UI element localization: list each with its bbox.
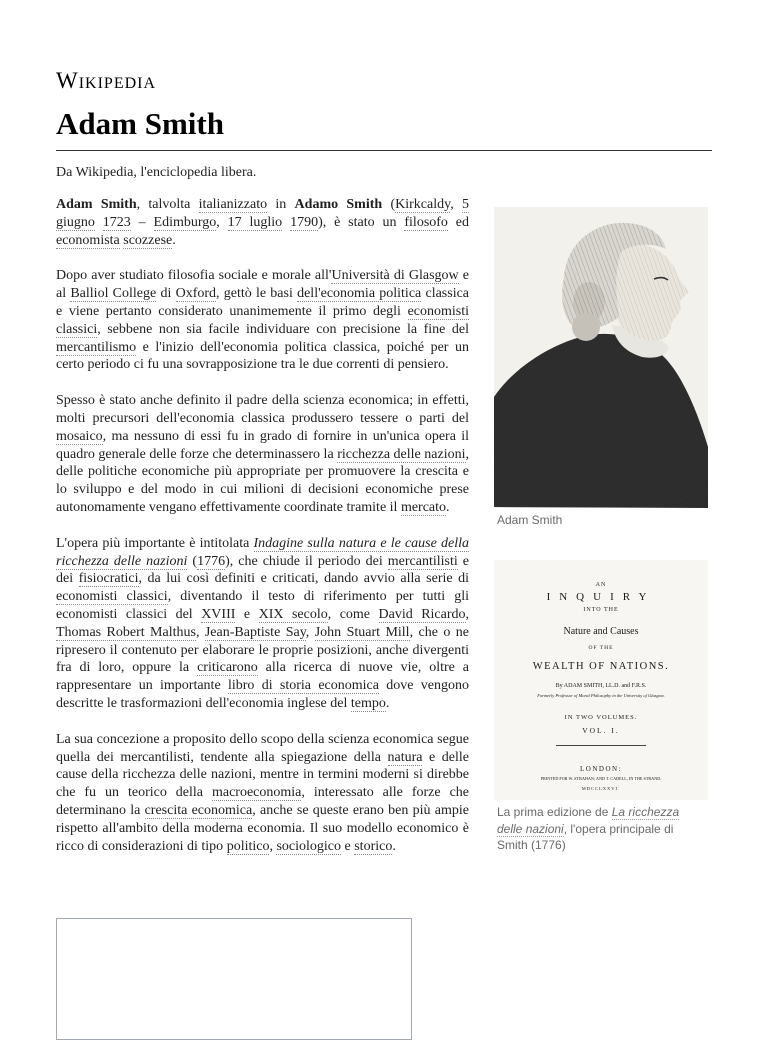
wikipedia-logo[interactable]: Wikipedia — [56, 68, 157, 93]
link-edimburgo[interactable]: Edimburgo — [153, 214, 217, 230]
link-criticarono[interactable]: criticarono — [197, 660, 258, 676]
portrait-illustration — [494, 207, 708, 508]
link-mosaico[interactable]: mosaico — [56, 428, 103, 444]
portrait-caption: Adam Smith — [497, 513, 563, 527]
book-formerly: Formerly Professor of Moral Philosophy in the University of Glasgow. — [537, 693, 665, 698]
link-ricchezza-nazioni[interactable]: ricchezza delle nazioni — [337, 446, 466, 462]
portrait-image[interactable] — [494, 207, 708, 508]
link-xviii[interactable]: XVIII — [201, 606, 236, 622]
paragraph-intro: Adam Smith, talvolta italianizzato in Adamo Smith (Kirkcaldy, 5 giugno 1723 – Edimburgo, 17 luglio 1790), è stato un filosofo ed economista scozzese. — [56, 197, 470, 248]
link-mercantilismo[interactable]: mercantilismo — [56, 339, 137, 355]
link-mercantilisti[interactable]: mercantilisti — [387, 553, 458, 569]
paragraph-conception: La sua concezione a proposito dello scopo della scienza economica segue quella dei mercantilisti, tendente alla spiegazione della natura e delle cause della ricchezza delle nazioni, mentre in termini moderni si direbbe che fu un teorico della macroeconomia, interessato alle forze che determinano la crescita economica, anche se queste erano ben più ampie rispetto all'ambito della moderna economia. Il suo modello economico è ricco di considerazioni di tipo politico, sociologico e storico. — [56, 731, 469, 854]
link-storico[interactable]: storico — [354, 838, 393, 854]
link-macroeconomia[interactable]: macroeconomia — [211, 785, 302, 801]
book-caption: La prima edizione de La ricchezza delle nazioni, l'opera principale di Smith (1776) — [497, 805, 680, 852]
paragraph-father-economics: Spesso è stato anche definito il padre della scienza economica; in effetti, molti precursori dell'economia classica produssero tessere o parti del mosaico, ma nessuno di essi fu in grado di fornire in un'unica opera il quadro generale delle forze che determinassero la ricchezza delle nazioni, delle politiche economiche più appropriate per promuovere la crescita e lo sviluppo e del modo in cui milioni di decisioni economiche prese autonomamente vengano effettivamente coordinate tramite il mercato. — [56, 393, 470, 515]
tagline: Da Wikipedia, l'enciclopedia libera. — [56, 165, 257, 180]
link-tempo[interactable]: tempo — [350, 695, 386, 711]
link-xix-secolo[interactable]: XIX secolo — [258, 606, 328, 622]
link-filosofo[interactable]: filosofo — [404, 214, 448, 230]
subject-alt-name: Adamo Smith — [294, 197, 383, 212]
link-crescita-economica[interactable]: crescita economica — [144, 802, 253, 818]
link-economisti-classici[interactable]: economisti classici — [56, 303, 469, 337]
link-storia-economica[interactable]: libro di storia economica — [227, 678, 379, 694]
book-figure — [494, 560, 708, 854]
paragraph-biography: Dopo aver studiato filosofia sociale e morale all'Università di Glasgow e al Balliol College di Oxford, gettò le basi dell'economia politica classica e viene pertanto considerato unanimemente il primo degli economisti classici, sebbene non sia facile individuare con precisione la fine del mercantilismo e l'inizio dell'economia politica classica, poiché per un certo periodo ci fu una sovrapposizione tra le due correnti di pensiero. — [56, 268, 470, 373]
link-universita-glasgow[interactable]: Università di Glasgow — [331, 268, 459, 284]
link-fisiocratici[interactable]: fisiocratici — [78, 571, 139, 587]
link-say[interactable]: Jean-Baptiste Say — [204, 624, 306, 640]
link-indagine[interactable]: Indagine sulla natura e le cause della ricchezza delle nazioni — [56, 535, 469, 569]
book-year: MDCCLXXVI. — [581, 786, 621, 791]
book-printed: PRINTED FOR W. STRAHAN; AND T. CADELL, IN THE STRAND. — [540, 776, 662, 781]
link-italianizzato[interactable]: italianizzato — [198, 197, 268, 212]
book-an: AN — [595, 582, 607, 588]
link-1776[interactable]: 1776 — [197, 553, 226, 569]
book-nature: Nature and Causes — [563, 626, 639, 637]
book-into: INTO THE — [583, 607, 619, 613]
book-london: LONDON: — [580, 765, 622, 773]
link-kirkcaldy[interactable]: Kirkcaldy — [395, 197, 451, 212]
book-inquiry: INQUIRY — [546, 591, 656, 603]
book-author: By ADAM SMITH, LL.D. and F.R.S. — [555, 683, 647, 689]
link-malthus[interactable]: Thomas Robert Malthus — [56, 624, 196, 640]
link-economia-politica[interactable]: dell'economia politica — [297, 286, 422, 302]
link-politico[interactable]: politico — [226, 838, 270, 854]
link-david-ricardo[interactable]: David Ricardo — [378, 606, 466, 622]
navbox — [56, 918, 412, 1040]
book-of-the: OF THE — [588, 645, 614, 651]
subject-name: Adam Smith — [56, 197, 137, 212]
book-volumes: IN TWO VOLUMES. — [564, 714, 638, 721]
link-natura[interactable]: natura — [387, 749, 423, 765]
link-17-luglio[interactable]: 17 luglio — [227, 214, 283, 230]
link-mill[interactable]: John Stuart Mill — [314, 624, 410, 640]
article-body — [56, 196, 469, 873]
book-title-page-image[interactable] — [494, 560, 708, 800]
link-mercato[interactable]: mercato — [400, 499, 447, 515]
page-title: Adam Smith — [56, 104, 712, 151]
link-economisti-classici-2[interactable]: economisti classici — [56, 589, 168, 605]
link-economista[interactable]: economista — [56, 232, 120, 248]
link-scozzese[interactable]: scozzese — [123, 232, 173, 248]
book-vol: VOL. I. — [582, 726, 620, 735]
book-wealth: WEALTH OF NATIONS. — [532, 661, 670, 672]
link-la-ricchezza[interactable]: La ricchezza delle nazioni — [497, 805, 680, 836]
link-balliol-college[interactable]: Balliol College — [70, 286, 157, 302]
paragraph-main-work: L'opera più importante è intitolata Indagine sulla natura e le cause della ricchezza delle nazioni (1776), che chiude il periodo dei mercantilisti e dei fisiocratici, da lui così definiti e criticati, dando avvio alla serie di economisti classici, diventando il testo di riferimento per tutti gli economisti classici del XVIII e XIX secolo, come David Ricardo, Thomas Robert Malthus, Jean-Baptiste Say, John Stuart Mill, che o ne ripresero il contenuto per elaborare le proprie posizioni, anche divergenti fra di loro, oppure la criticarono alla ricerca di nuove vie, oltre a rappresentare un importante libro di storia economica dove vengono descritte le trasformazioni dell'economia inglese del tempo. — [56, 535, 470, 711]
link-5-giugno[interactable]: 5 giugno — [56, 197, 469, 230]
link-1723[interactable]: 1723 — [102, 214, 131, 230]
link-oxford[interactable]: Oxford — [175, 286, 217, 302]
link-1790[interactable]: 1790 — [290, 214, 319, 230]
portrait-figure — [494, 207, 708, 529]
link-sociologico[interactable]: sociologico — [276, 838, 342, 854]
